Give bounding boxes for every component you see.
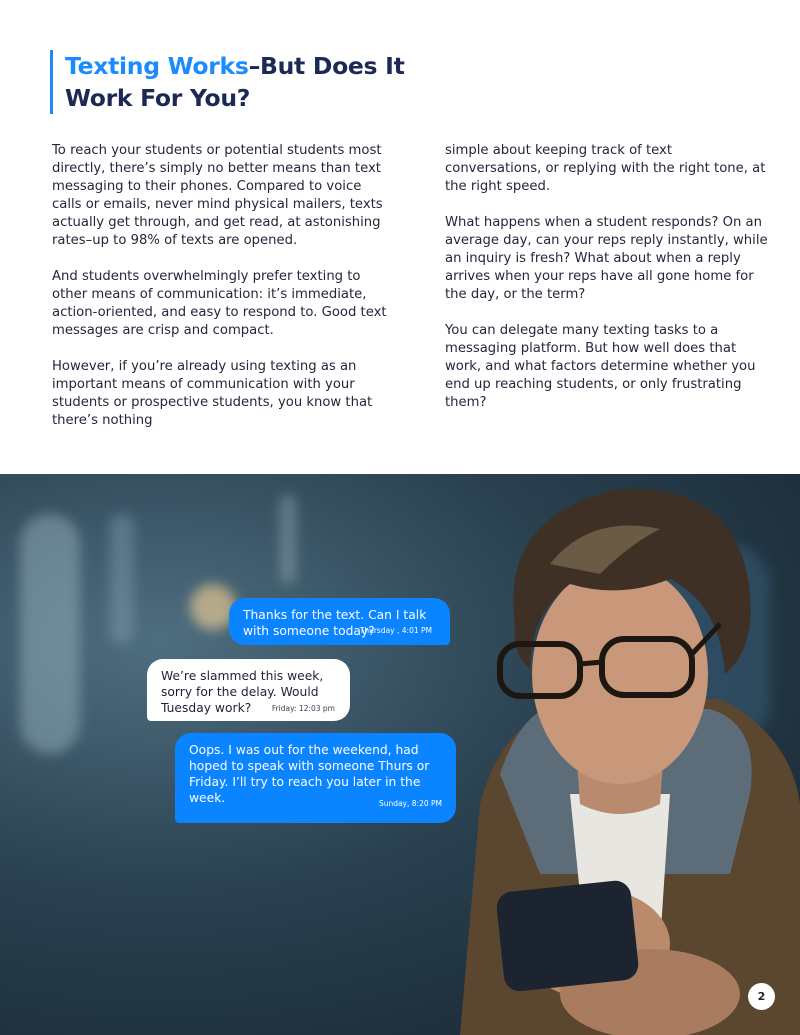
- paragraph: However, if you’re already using texting as an important means of communication with your students or prospective students, you know that there’s nothing: [52, 359, 373, 428]
- page-number: 2: [748, 983, 775, 1010]
- body-column-left: [52, 142, 390, 448]
- incoming-text-bubble: [229, 598, 450, 645]
- message-time: Friday: 12:03 pm: [271, 704, 335, 713]
- paragraph: You can delegate many texting tasks to a messaging platform. But how well does that work, and what factors determine whether you end up reaching students, or only frustrating them?: [445, 323, 756, 410]
- message-text: Oops. I was out for the weekend, had hoped to speak with someone Thurs or Friday. I’ll try to reach you later in the week.: [189, 743, 430, 805]
- reply-text-bubble: [147, 659, 350, 721]
- message-time: Sunday, 8:20 PM: [378, 799, 442, 808]
- paragraph: What happens when a student responds? On an average day, can your reps reply instantly, while an inquiry is fresh? What about when a reply arrives when your reps have all gone home for the day, or the term?: [445, 215, 768, 302]
- student-illustration: [420, 474, 800, 1035]
- page-title: [65, 50, 470, 114]
- message-time: Thursday , 4:01 PM: [359, 626, 432, 635]
- heading-block: [50, 50, 470, 114]
- paragraph: To reach your students or potential students most directly, there’s simply no better means than text messaging to their phones. Compared to voice calls or emails, never mind physical mailers, texts actually get through, and get read, at astonishing rates–up to 98% of texts are opened.: [52, 143, 383, 248]
- message-text: We’re slammed this week, sorry for the delay. Would Tuesday work?: [161, 669, 324, 715]
- bokeh-light: [280, 494, 296, 584]
- incoming-text-bubble: [175, 733, 456, 823]
- title-accent: Texting Works: [65, 52, 249, 80]
- message-text: Thanks for the text. Can I talk with someone today?: [243, 608, 427, 638]
- paragraph: And students overwhelmingly prefer texting to other means of communication: it’s immediate, action-oriented, and easy to respond to. Good text messages are crisp and compact.: [52, 269, 387, 338]
- paragraph: simple about keeping track of text conversations, or replying with the right tone, at the right speed.: [445, 143, 766, 194]
- body-column-right: [445, 142, 770, 430]
- bokeh-light: [20, 514, 80, 754]
- title-rest: –But Does It Work For You?: [65, 52, 405, 112]
- bokeh-light: [110, 514, 134, 644]
